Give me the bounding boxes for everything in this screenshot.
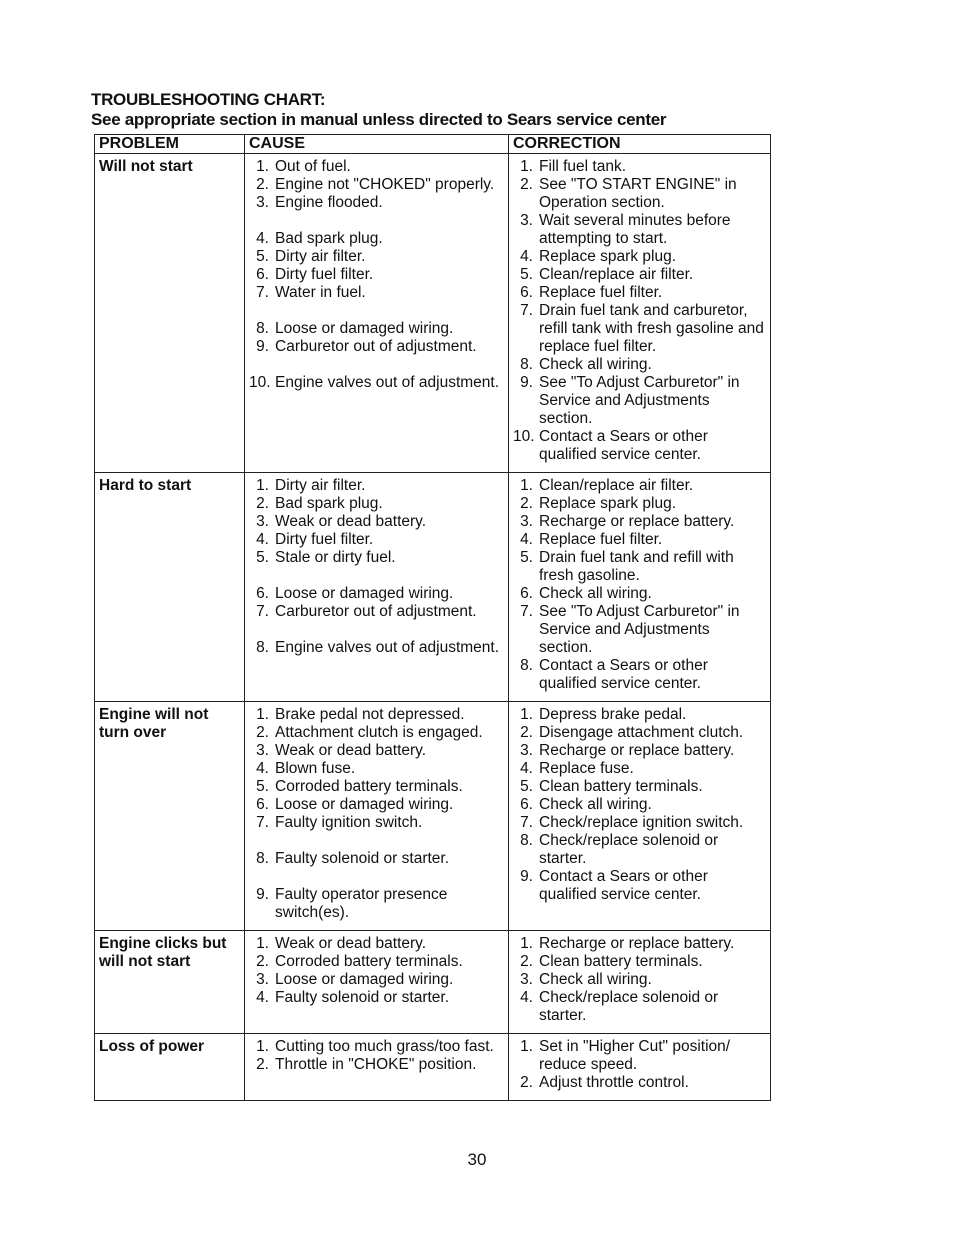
item-number: 4. [256, 230, 269, 247]
item-text: Carburetor out of adjustment. [275, 338, 477, 355]
correction-cell [509, 702, 771, 931]
cause-cell [245, 931, 509, 1034]
list-item [249, 158, 504, 176]
header-correction: CORRECTION [509, 135, 771, 154]
item-number: 5. [520, 778, 533, 795]
table-row [95, 1034, 771, 1101]
problem-cell: Engine clicks but will not start [95, 931, 245, 1034]
item-number: 8. [520, 657, 533, 674]
list-item [249, 248, 504, 266]
table-row [95, 702, 771, 931]
cause-list [249, 1038, 504, 1074]
list-item [513, 477, 766, 495]
item-text: Recharge or replace battery. [539, 513, 735, 530]
correction-list [513, 1038, 766, 1092]
correction-list [513, 158, 766, 464]
item-text: Loose or damaged wiring. [275, 320, 454, 337]
list-item [249, 477, 504, 495]
cause-cell [245, 473, 509, 702]
item-number: 5. [520, 549, 533, 566]
list-item [249, 760, 504, 778]
item-text: See "To Adjust Carburetor" in Service and Adjustments section. [539, 603, 740, 656]
item-number: 3. [256, 971, 269, 988]
item-text: Dirty fuel filter. [275, 266, 374, 283]
list-item [513, 868, 766, 904]
list-item [513, 657, 766, 693]
list-item [249, 374, 504, 392]
item-text: Replace fuel filter. [539, 531, 663, 548]
correction-list [513, 935, 766, 1025]
list-item [249, 585, 504, 603]
item-number: 6. [256, 796, 269, 813]
item-text: Loose or damaged wiring. [275, 971, 454, 988]
problem-cell: Loss of power [95, 1034, 245, 1101]
item-text: Drain fuel tank and refill with fresh gasoline. [539, 549, 734, 584]
item-text: Recharge or replace battery. [539, 742, 735, 759]
list-item [513, 935, 766, 953]
table-header-row [95, 135, 771, 154]
item-number: 3. [520, 212, 533, 229]
list-item [513, 248, 766, 266]
table-row [95, 154, 771, 473]
list-item [249, 778, 504, 796]
item-number: 1. [256, 477, 269, 494]
item-number: 3. [520, 971, 533, 988]
item-text: Replace spark plug. [539, 495, 676, 512]
list-item [513, 495, 766, 513]
item-number: 9. [256, 886, 269, 903]
list-item [249, 549, 504, 567]
item-text: Contact a Sears or other qualified service center. [539, 657, 708, 692]
list-item [513, 814, 766, 832]
list-item [513, 356, 766, 374]
problem-cell: Will not start [95, 154, 245, 473]
cause-list [249, 706, 504, 922]
item-text: Weak or dead battery. [275, 513, 427, 530]
list-item [249, 1056, 504, 1074]
item-number: 2. [256, 953, 269, 970]
item-number: 4. [520, 760, 533, 777]
list-item [513, 1038, 766, 1074]
list-item [249, 796, 504, 814]
troubleshooting-table [94, 134, 771, 1101]
item-number: 9. [256, 338, 269, 355]
list-item [249, 284, 504, 302]
cause-list [249, 477, 504, 657]
item-number: 8. [520, 356, 533, 373]
item-number: 3. [256, 194, 269, 211]
item-text: Replace fuse. [539, 760, 634, 777]
list-item [249, 850, 504, 868]
item-number: 5. [520, 266, 533, 283]
item-text: Clean/replace air filter. [539, 266, 694, 283]
item-number: 4. [256, 760, 269, 777]
item-number: 1. [256, 1038, 269, 1055]
problem-cell: Engine will not turn over [95, 702, 245, 931]
item-text: Dirty fuel filter. [275, 531, 374, 548]
item-number: 1. [520, 477, 533, 494]
item-number: 2. [520, 953, 533, 970]
item-text: Faulty solenoid or starter. [275, 850, 450, 867]
list-item [513, 158, 766, 176]
item-number: 4. [256, 531, 269, 548]
item-text: Clean/replace air filter. [539, 477, 694, 494]
item-number: 8. [520, 832, 533, 849]
item-text: Attachment clutch is engaged. [275, 724, 483, 741]
list-item [249, 706, 504, 724]
item-text: See "TO START ENGINE" in Operation section. [539, 176, 737, 211]
list-item [513, 302, 766, 356]
item-text: Corroded battery terminals. [275, 778, 463, 795]
item-text: Carburetor out of adjustment. [275, 603, 477, 620]
item-number: 4. [520, 531, 533, 548]
item-number: 2. [256, 724, 269, 741]
item-number: 1. [520, 935, 533, 952]
item-number: 6. [256, 266, 269, 283]
item-text: Faulty solenoid or starter. [275, 989, 450, 1006]
list-item [513, 1074, 766, 1092]
list-item [513, 796, 766, 814]
list-item [513, 706, 766, 724]
item-number: 5. [256, 549, 269, 566]
item-text: Adjust throttle control. [539, 1074, 689, 1091]
list-item [513, 374, 766, 428]
list-item [513, 428, 766, 464]
item-number: 2. [520, 1074, 533, 1091]
list-item [513, 531, 766, 549]
item-text: Check/replace ignition switch. [539, 814, 744, 831]
item-number: 3. [520, 742, 533, 759]
item-text: Check all wiring. [539, 796, 652, 813]
item-text: Disengage attachment clutch. [539, 724, 744, 741]
item-number: 6. [520, 585, 533, 602]
list-item [513, 212, 766, 248]
correction-cell [509, 931, 771, 1034]
correction-cell [509, 473, 771, 702]
item-text: Wait several minutes before attempting to start. [539, 212, 731, 247]
item-number: 1. [520, 1038, 533, 1055]
item-number: 8. [256, 320, 269, 337]
list-item [249, 603, 504, 621]
list-item [249, 886, 504, 922]
list-item [513, 724, 766, 742]
item-text: Weak or dead battery. [275, 935, 427, 952]
item-text: Bad spark plug. [275, 230, 383, 247]
list-item [249, 814, 504, 832]
item-number: 3. [256, 513, 269, 530]
item-text: Depress brake pedal. [539, 706, 687, 723]
item-number: 8. [256, 850, 269, 867]
item-number: 5. [256, 248, 269, 265]
item-number: 1. [520, 158, 533, 175]
item-text: Clean battery terminals. [539, 778, 703, 795]
list-item [513, 760, 766, 778]
item-number: 2. [256, 495, 269, 512]
chart-title: TROUBLESHOOTING CHART: [91, 90, 326, 109]
item-number: 3. [256, 742, 269, 759]
item-number: 9. [520, 868, 533, 885]
item-text: Weak or dead battery. [275, 742, 427, 759]
item-number: 2. [520, 495, 533, 512]
cause-cell [245, 1034, 509, 1101]
item-number: 1. [256, 158, 269, 175]
list-item [249, 176, 504, 194]
correction-cell [509, 1034, 771, 1101]
item-text: Loose or damaged wiring. [275, 796, 454, 813]
list-item [513, 989, 766, 1025]
item-number: 6. [520, 796, 533, 813]
cause-cell [245, 702, 509, 931]
item-text: Faulty ignition switch. [275, 814, 423, 831]
item-text: Engine valves out of adjustment. [275, 374, 500, 391]
item-text: Recharge or replace battery. [539, 935, 735, 952]
item-text: Brake pedal not depressed. [275, 706, 465, 723]
item-number: 7. [256, 814, 269, 831]
item-number: 1. [256, 935, 269, 952]
list-item [513, 603, 766, 657]
item-number: 8. [256, 639, 269, 656]
item-text: Engine flooded. [275, 194, 383, 211]
list-item [249, 513, 504, 531]
list-item [249, 230, 504, 248]
list-item [249, 953, 504, 971]
item-number: 7. [520, 603, 533, 620]
list-item [249, 1038, 504, 1056]
item-text: Water in fuel. [275, 284, 366, 301]
list-item [249, 194, 504, 212]
item-text: Out of fuel. [275, 158, 351, 175]
item-text: Replace fuel filter. [539, 284, 663, 301]
list-item [513, 549, 766, 585]
item-text: Check/replace solenoid or starter. [539, 989, 719, 1024]
list-item [249, 639, 504, 657]
item-number: 7. [520, 302, 533, 319]
cause-cell [245, 154, 509, 473]
item-text: Loose or damaged wiring. [275, 585, 454, 602]
item-number: 10. [513, 428, 535, 445]
item-text: Engine valves out of adjustment. [275, 639, 500, 656]
list-item [513, 284, 766, 302]
item-text: Stale or dirty fuel. [275, 549, 396, 566]
item-text: Check all wiring. [539, 356, 652, 373]
list-item [513, 971, 766, 989]
list-item [513, 742, 766, 760]
item-number: 10. [249, 374, 271, 391]
item-number: 2. [520, 724, 533, 741]
item-text: Set in "Higher Cut" position/ reduce speed. [539, 1038, 731, 1073]
problem-cell: Hard to start [95, 473, 245, 702]
list-item [513, 953, 766, 971]
item-number: 6. [520, 284, 533, 301]
item-number: 4. [520, 248, 533, 265]
page-number: 30 [467, 1150, 487, 1169]
item-text: Drain fuel tank and carburetor, refill tank with fresh gasoline and replace fuel filter. [539, 302, 764, 355]
item-number: 2. [256, 1056, 269, 1073]
list-item [513, 176, 766, 212]
item-text: Blown fuse. [275, 760, 356, 777]
item-text: Dirty air filter. [275, 248, 366, 265]
item-number: 6. [256, 585, 269, 602]
item-number: 1. [520, 706, 533, 723]
list-item [249, 338, 504, 356]
item-number: 4. [256, 989, 269, 1006]
list-item [249, 531, 504, 549]
list-item [249, 742, 504, 760]
item-text: Faulty operator presence switch(es). [275, 886, 448, 921]
item-number: 1. [256, 706, 269, 723]
item-text: Replace spark plug. [539, 248, 676, 265]
item-text: Engine not "CHOKED" properly. [275, 176, 495, 193]
list-item [249, 495, 504, 513]
item-text: See "To Adjust Carburetor" in Service and Adjustments section. [539, 374, 740, 427]
item-number: 3. [520, 513, 533, 530]
item-text: Dirty air filter. [275, 477, 366, 494]
table-row [95, 473, 771, 702]
header-problem: PROBLEM [95, 135, 245, 154]
list-item [249, 266, 504, 284]
correction-list [513, 477, 766, 693]
item-number: 2. [520, 176, 533, 193]
item-text: Contact a Sears or other qualified service center. [539, 428, 708, 463]
correction-cell [509, 154, 771, 473]
item-text: Bad spark plug. [275, 495, 383, 512]
cause-list [249, 158, 504, 392]
list-item [513, 513, 766, 531]
item-number: 4. [520, 989, 533, 1006]
table-row [95, 931, 771, 1034]
item-number: 2. [256, 176, 269, 193]
item-number: 7. [256, 284, 269, 301]
item-text: Check all wiring. [539, 585, 652, 602]
list-item [513, 832, 766, 868]
item-text: Corroded battery terminals. [275, 953, 463, 970]
list-item [249, 935, 504, 953]
item-text: Check all wiring. [539, 971, 652, 988]
item-text: Check/replace solenoid or starter. [539, 832, 719, 867]
item-text: Cutting too much grass/too fast. [275, 1038, 494, 1055]
chart-subtitle: See appropriate section in manual unless directed to Sears service center [91, 110, 667, 129]
header-cause: CAUSE [245, 135, 509, 154]
list-item [513, 778, 766, 796]
list-item [513, 266, 766, 284]
list-item [249, 724, 504, 742]
cause-list [249, 935, 504, 1007]
correction-list [513, 706, 766, 904]
list-item [513, 585, 766, 603]
list-item [249, 320, 504, 338]
item-text: Throttle in "CHOKE" position. [275, 1056, 477, 1073]
item-text: Contact a Sears or other qualified service center. [539, 868, 708, 903]
list-item [249, 989, 504, 1007]
item-number: 5. [256, 778, 269, 795]
list-item [249, 971, 504, 989]
item-number: 7. [256, 603, 269, 620]
item-text: Fill fuel tank. [539, 158, 627, 175]
item-text: Clean battery terminals. [539, 953, 703, 970]
item-number: 9. [520, 374, 533, 391]
item-number: 7. [520, 814, 533, 831]
